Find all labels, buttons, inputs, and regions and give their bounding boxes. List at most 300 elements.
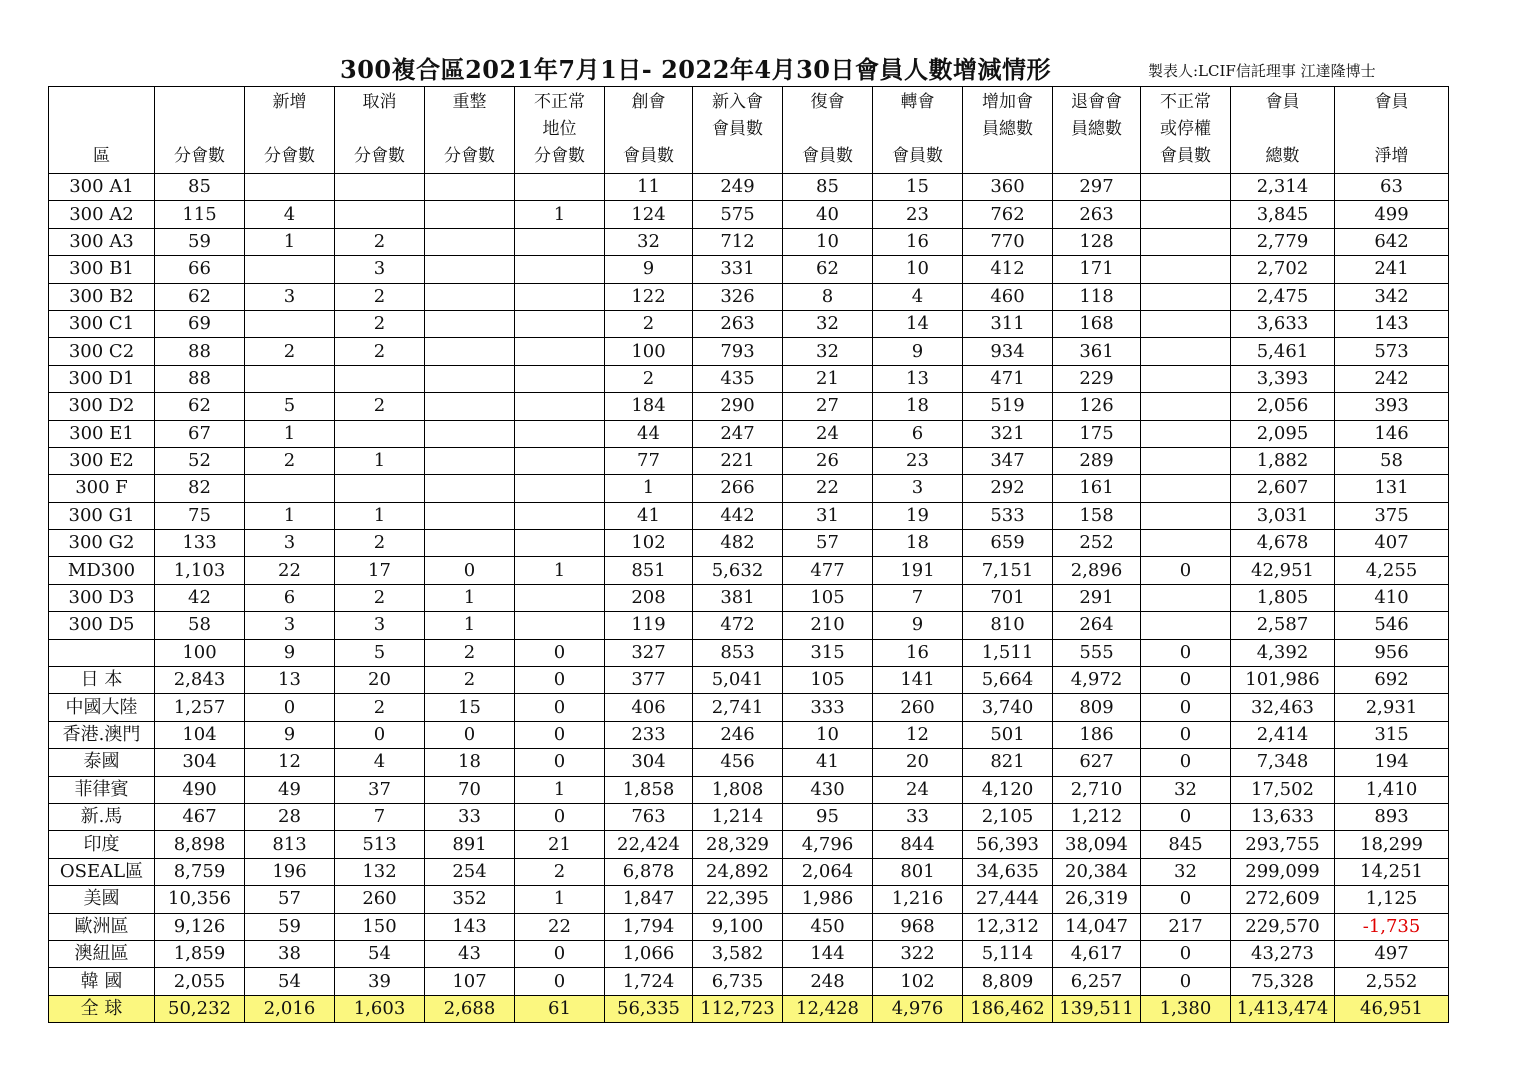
- value-cell: 13: [873, 365, 963, 392]
- value-cell: 9,100: [693, 913, 783, 940]
- value-cell: 62: [155, 283, 245, 310]
- value-cell: 16: [873, 639, 963, 666]
- column-header-line: 退會會: [1071, 92, 1122, 112]
- value-cell: [245, 174, 335, 201]
- value-cell: 1,380: [1141, 995, 1231, 1022]
- value-cell: 2,710: [1053, 776, 1141, 803]
- value-cell: 2,896: [1053, 557, 1141, 584]
- value-cell: 40: [783, 201, 873, 228]
- value-cell: 7: [873, 584, 963, 611]
- region-cell: 300 B1: [49, 256, 155, 283]
- column-header-line: 或停權: [1160, 119, 1211, 139]
- column-header-line: 區: [93, 146, 110, 166]
- region-cell: 300 G2: [49, 530, 155, 557]
- table-row: [49, 639, 1449, 666]
- value-cell: 1,103: [155, 557, 245, 584]
- value-cell: 1: [605, 475, 693, 502]
- value-cell: 490: [155, 776, 245, 803]
- table-body: [49, 174, 1449, 1023]
- region-cell: 300 E1: [49, 420, 155, 447]
- value-cell: 821: [963, 749, 1053, 776]
- value-cell: 315: [1335, 721, 1449, 748]
- region-cell: 300 C1: [49, 310, 155, 337]
- region-cell: 300 G1: [49, 502, 155, 529]
- value-cell: 8,898: [155, 831, 245, 858]
- value-cell: 2: [425, 667, 515, 694]
- value-cell: 9: [873, 338, 963, 365]
- value-cell: 2,741: [693, 694, 783, 721]
- value-cell: 3: [335, 256, 425, 283]
- region-cell: 韓 國: [49, 968, 155, 995]
- table-row: [49, 749, 1449, 776]
- value-cell: 1,847: [605, 886, 693, 913]
- value-cell: 75: [155, 502, 245, 529]
- value-cell: 22,395: [693, 886, 783, 913]
- value-cell: 88: [155, 365, 245, 392]
- value-cell: 1,724: [605, 968, 693, 995]
- value-cell: 254: [425, 858, 515, 885]
- value-cell: 809: [1053, 694, 1141, 721]
- value-cell: 968: [873, 913, 963, 940]
- value-cell: [515, 475, 605, 502]
- value-cell: 5,041: [693, 667, 783, 694]
- region-cell: 300 A2: [49, 201, 155, 228]
- value-cell: [515, 502, 605, 529]
- value-cell: 1,794: [605, 913, 693, 940]
- value-cell: 3,845: [1231, 201, 1335, 228]
- value-cell: [425, 365, 515, 392]
- value-cell: 124: [605, 201, 693, 228]
- value-cell: 289: [1053, 447, 1141, 474]
- table-row: [49, 365, 1449, 392]
- value-cell: 247: [693, 420, 783, 447]
- value-cell: [1141, 256, 1231, 283]
- table-row: [49, 913, 1449, 940]
- value-cell: 471: [963, 365, 1053, 392]
- region-cell: 中國大陸: [49, 694, 155, 721]
- value-cell: 242: [1335, 365, 1449, 392]
- value-cell: [335, 174, 425, 201]
- value-cell: 101,986: [1231, 667, 1335, 694]
- value-cell: 1,808: [693, 776, 783, 803]
- value-cell: 16: [873, 228, 963, 255]
- value-cell: [335, 475, 425, 502]
- value-cell: 851: [605, 557, 693, 584]
- value-cell: 701: [963, 584, 1053, 611]
- value-cell: 12: [873, 721, 963, 748]
- value-cell: 20: [335, 667, 425, 694]
- value-cell: 2,779: [1231, 228, 1335, 255]
- value-cell: 4,976: [873, 995, 963, 1022]
- value-cell: 1,805: [1231, 584, 1335, 611]
- value-cell: 233: [605, 721, 693, 748]
- value-cell: 290: [693, 393, 783, 420]
- value-cell: 9: [245, 639, 335, 666]
- value-cell: 2: [335, 338, 425, 365]
- value-cell: 186,462: [963, 995, 1053, 1022]
- value-cell: [515, 228, 605, 255]
- value-cell: 229,570: [1231, 913, 1335, 940]
- value-cell: 893: [1335, 803, 1449, 830]
- value-cell: [335, 420, 425, 447]
- column-header-line: 分會數: [354, 146, 405, 166]
- value-cell: 2,931: [1335, 694, 1449, 721]
- column-header-line: [873, 116, 962, 143]
- value-cell: [245, 310, 335, 337]
- value-cell: 229: [1053, 365, 1141, 392]
- value-cell: 221: [693, 447, 783, 474]
- value-cell: 321: [963, 420, 1053, 447]
- value-cell: 1: [245, 502, 335, 529]
- value-cell: 210: [783, 612, 873, 639]
- value-cell: 555: [1053, 639, 1141, 666]
- value-cell: [425, 475, 515, 502]
- value-cell: 6: [873, 420, 963, 447]
- value-cell: 844: [873, 831, 963, 858]
- value-cell: 260: [873, 694, 963, 721]
- table-row: [49, 721, 1449, 748]
- column-header-line: [783, 116, 872, 143]
- value-cell: 4,255: [1335, 557, 1449, 584]
- value-cell: 248: [783, 968, 873, 995]
- value-cell: 3,393: [1231, 365, 1335, 392]
- value-cell: [335, 365, 425, 392]
- value-cell: 4,972: [1053, 667, 1141, 694]
- value-cell: 4,120: [963, 776, 1053, 803]
- value-cell: [1141, 310, 1231, 337]
- value-cell: [425, 420, 515, 447]
- region-cell: 菲律賓: [49, 776, 155, 803]
- value-cell: 8: [783, 283, 873, 310]
- value-cell: 659: [963, 530, 1053, 557]
- value-cell: [515, 256, 605, 283]
- value-cell: 21: [783, 365, 873, 392]
- value-cell: 7: [335, 803, 425, 830]
- column-header-line: 會員: [1374, 92, 1409, 112]
- value-cell: 32,463: [1231, 694, 1335, 721]
- value-cell: 15: [425, 694, 515, 721]
- column-header-line: [1231, 116, 1334, 143]
- value-cell: 304: [605, 749, 693, 776]
- value-cell: 381: [693, 584, 783, 611]
- column-header: [425, 87, 515, 174]
- column-header-line: [155, 89, 244, 116]
- column-header-line: 取消: [362, 92, 397, 112]
- value-cell: 14,251: [1335, 858, 1449, 885]
- value-cell: 186: [1053, 721, 1141, 748]
- column-header-line: 總數: [1265, 146, 1300, 166]
- value-cell: 2: [515, 858, 605, 885]
- value-cell: [515, 420, 605, 447]
- value-cell: 67: [155, 420, 245, 447]
- value-cell: 95: [783, 803, 873, 830]
- value-cell: [515, 283, 605, 310]
- value-cell: 8,759: [155, 858, 245, 885]
- value-cell: [515, 310, 605, 337]
- value-cell: 0: [1141, 667, 1231, 694]
- value-cell: 3,740: [963, 694, 1053, 721]
- column-header-line: 分會數: [534, 146, 585, 166]
- table-row: [49, 256, 1449, 283]
- value-cell: 246: [693, 721, 783, 748]
- value-cell: 6,878: [605, 858, 693, 885]
- region-cell: 美國: [49, 886, 155, 913]
- value-cell: 1,212: [1053, 803, 1141, 830]
- value-cell: 450: [783, 913, 873, 940]
- value-cell: 0: [515, 667, 605, 694]
- value-cell: 241: [1335, 256, 1449, 283]
- column-header: [605, 87, 693, 174]
- value-cell: 1,125: [1335, 886, 1449, 913]
- column-header-line: 員總數: [1071, 119, 1122, 139]
- value-cell: [425, 256, 515, 283]
- value-cell: 24,892: [693, 858, 783, 885]
- value-cell: 360: [963, 174, 1053, 201]
- value-cell: [1141, 338, 1231, 365]
- value-cell: 499: [1335, 201, 1449, 228]
- value-cell: 1: [425, 584, 515, 611]
- value-cell: 891: [425, 831, 515, 858]
- value-cell: 2,702: [1231, 256, 1335, 283]
- value-cell: 2,016: [245, 995, 335, 1022]
- value-cell: 692: [1335, 667, 1449, 694]
- column-header-line: 分會數: [174, 146, 225, 166]
- column-header-line: [693, 143, 782, 170]
- value-cell: 22: [515, 913, 605, 940]
- value-cell: 7,348: [1231, 749, 1335, 776]
- value-cell: 161: [1053, 475, 1141, 502]
- value-cell: 54: [245, 968, 335, 995]
- value-cell: 497: [1335, 940, 1449, 967]
- value-cell: [1141, 283, 1231, 310]
- value-cell: 0: [425, 721, 515, 748]
- value-cell: 3: [245, 530, 335, 557]
- value-cell: 2: [335, 393, 425, 420]
- value-cell: 2: [335, 584, 425, 611]
- value-cell: [1141, 447, 1231, 474]
- value-cell: 58: [1335, 447, 1449, 474]
- value-cell: 32: [605, 228, 693, 255]
- value-cell: 1: [515, 886, 605, 913]
- column-header-line: 創會: [631, 92, 666, 112]
- value-cell: 171: [1053, 256, 1141, 283]
- column-header-line: 增加會: [982, 92, 1033, 112]
- value-cell: 56,335: [605, 995, 693, 1022]
- table-row: [49, 886, 1449, 913]
- value-cell: [425, 201, 515, 228]
- value-cell: 194: [1335, 749, 1449, 776]
- value-cell: 1: [245, 228, 335, 255]
- value-cell: 126: [1053, 393, 1141, 420]
- column-header-line: 會員數: [712, 119, 763, 139]
- column-header-line: [425, 116, 514, 143]
- value-cell: 430: [783, 776, 873, 803]
- value-cell: 37: [335, 776, 425, 803]
- value-cell: 33: [873, 803, 963, 830]
- value-cell: [425, 338, 515, 365]
- value-cell: 770: [963, 228, 1053, 255]
- value-cell: 27,444: [963, 886, 1053, 913]
- value-cell: 13,633: [1231, 803, 1335, 830]
- value-cell: 263: [693, 310, 783, 337]
- value-cell: 38,094: [1053, 831, 1141, 858]
- column-header-line: 不正常: [1160, 92, 1211, 112]
- value-cell: 131: [1335, 475, 1449, 502]
- value-cell: 59: [155, 228, 245, 255]
- value-cell: 956: [1335, 639, 1449, 666]
- value-cell: 456: [693, 749, 783, 776]
- value-cell: 75,328: [1231, 968, 1335, 995]
- value-cell: 39: [335, 968, 425, 995]
- value-cell: 0: [1141, 968, 1231, 995]
- value-cell: 810: [963, 612, 1053, 639]
- table-row: [49, 776, 1449, 803]
- region-cell: 300 D3: [49, 584, 155, 611]
- value-cell: 56,393: [963, 831, 1053, 858]
- value-cell: 1: [335, 447, 425, 474]
- value-cell: 7,151: [963, 557, 1053, 584]
- value-cell: 100: [155, 639, 245, 666]
- region-cell: 香港.澳門: [49, 721, 155, 748]
- value-cell: 3: [335, 612, 425, 639]
- value-cell: 28: [245, 803, 335, 830]
- value-cell: 315: [783, 639, 873, 666]
- value-cell: [245, 256, 335, 283]
- value-cell: 10: [783, 228, 873, 255]
- value-cell: 342: [1335, 283, 1449, 310]
- value-cell: 41: [605, 502, 693, 529]
- value-cell: 0: [335, 721, 425, 748]
- value-cell: 5: [335, 639, 425, 666]
- value-cell: 31: [783, 502, 873, 529]
- value-cell: 501: [963, 721, 1053, 748]
- value-cell: [515, 393, 605, 420]
- value-cell: 0: [1141, 803, 1231, 830]
- table-row: [49, 968, 1449, 995]
- value-cell: 34,635: [963, 858, 1053, 885]
- region-cell: 300 C2: [49, 338, 155, 365]
- column-header-line: [155, 116, 244, 143]
- value-cell: 63: [1335, 174, 1449, 201]
- region-cell: 澳紐區: [49, 940, 155, 967]
- value-cell: 292: [963, 475, 1053, 502]
- value-cell: 11: [605, 174, 693, 201]
- value-cell: 0: [515, 721, 605, 748]
- value-cell: 105: [783, 667, 873, 694]
- value-cell: 406: [605, 694, 693, 721]
- value-cell: [515, 612, 605, 639]
- region-cell: 新.馬: [49, 803, 155, 830]
- value-cell: 17,502: [1231, 776, 1335, 803]
- value-cell: 150: [335, 913, 425, 940]
- value-cell: 2,587: [1231, 612, 1335, 639]
- table-row: [49, 612, 1449, 639]
- value-cell: [425, 502, 515, 529]
- value-cell: 0: [1141, 749, 1231, 776]
- value-cell: 0: [1141, 721, 1231, 748]
- value-cell: 26,319: [1053, 886, 1141, 913]
- table-row: [49, 447, 1449, 474]
- value-cell: 196: [245, 858, 335, 885]
- value-cell: 44: [605, 420, 693, 447]
- value-cell: 102: [873, 968, 963, 995]
- region-cell: OSEAL區: [49, 858, 155, 885]
- value-cell: 12: [245, 749, 335, 776]
- value-cell: 0: [245, 694, 335, 721]
- region-cell: 300 F: [49, 475, 155, 502]
- column-header-line: 會員數: [1160, 146, 1211, 166]
- value-cell: 46,951: [1335, 995, 1449, 1022]
- value-cell: 853: [693, 639, 783, 666]
- column-header-line: [245, 116, 334, 143]
- value-cell: 467: [155, 803, 245, 830]
- value-cell: 2: [605, 310, 693, 337]
- value-cell: 2: [335, 310, 425, 337]
- value-cell: 61: [515, 995, 605, 1022]
- value-cell: 304: [155, 749, 245, 776]
- column-header-line: [1335, 116, 1448, 143]
- value-cell: [1141, 420, 1231, 447]
- value-cell: 1,413,474: [1231, 995, 1335, 1022]
- value-cell: 59: [245, 913, 335, 940]
- value-cell: 28,329: [693, 831, 783, 858]
- value-cell: 22: [245, 557, 335, 584]
- value-cell: 2,064: [783, 858, 873, 885]
- value-cell: 26: [783, 447, 873, 474]
- value-cell: 347: [963, 447, 1053, 474]
- value-cell: [425, 530, 515, 557]
- value-cell: 0: [425, 557, 515, 584]
- column-header-line: [963, 143, 1052, 170]
- value-cell: 5,461: [1231, 338, 1335, 365]
- value-cell: 105: [783, 584, 873, 611]
- value-cell: 4: [873, 283, 963, 310]
- value-cell: 115: [155, 201, 245, 228]
- table-row: [49, 584, 1449, 611]
- value-cell: [1141, 201, 1231, 228]
- region-cell: 300 B2: [49, 283, 155, 310]
- value-cell: 5,114: [963, 940, 1053, 967]
- value-cell: 9: [873, 612, 963, 639]
- region-cell: [49, 639, 155, 666]
- value-cell: 82: [155, 475, 245, 502]
- value-cell: 18,299: [1335, 831, 1449, 858]
- region-cell: 300 D5: [49, 612, 155, 639]
- value-cell: 42: [155, 584, 245, 611]
- value-cell: [1141, 365, 1231, 392]
- column-header: [873, 87, 963, 174]
- value-cell: 132: [335, 858, 425, 885]
- value-cell: 5,664: [963, 667, 1053, 694]
- value-cell: 17: [335, 557, 425, 584]
- table-row: [49, 310, 1449, 337]
- value-cell: 168: [1053, 310, 1141, 337]
- total-row: [49, 995, 1449, 1022]
- value-cell: 1,986: [783, 886, 873, 913]
- value-cell: 327: [605, 639, 693, 666]
- column-header-line: 分會數: [264, 146, 315, 166]
- value-cell: 208: [605, 584, 693, 611]
- value-cell: 21: [515, 831, 605, 858]
- value-cell: 407: [1335, 530, 1449, 557]
- value-cell: 260: [335, 886, 425, 913]
- value-cell: 43: [425, 940, 515, 967]
- value-cell: 41: [783, 749, 873, 776]
- column-header: [1335, 87, 1449, 174]
- value-cell: 2,414: [1231, 721, 1335, 748]
- region-cell: 歐洲區: [49, 913, 155, 940]
- column-header-line: 會員數: [802, 146, 853, 166]
